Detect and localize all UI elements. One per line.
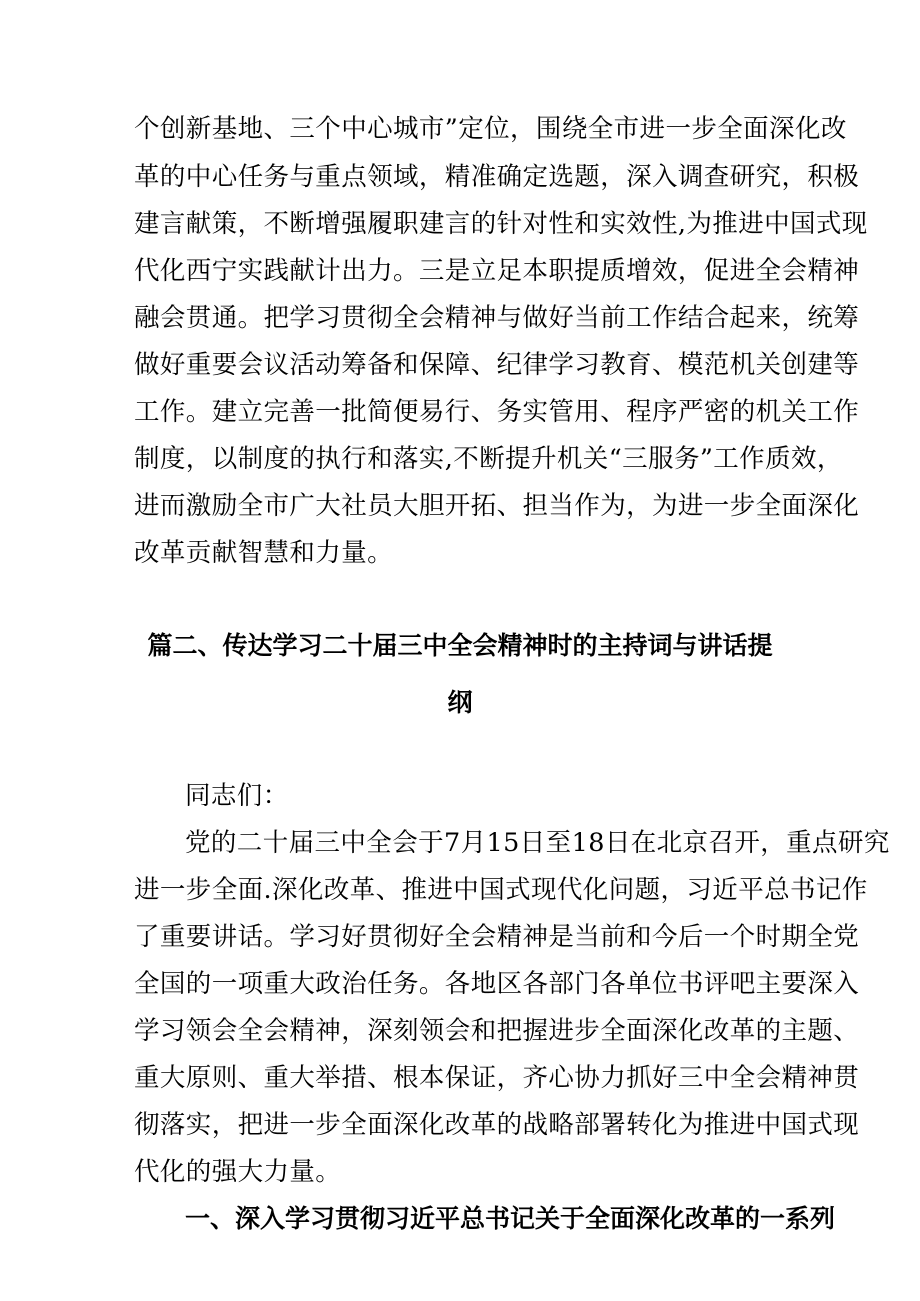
continuation-line: 工作。建立完善一批简便易行、务实管用、程序严密的机关工作 bbox=[134, 397, 860, 427]
continuation-line: 代化西宁实践献计出力。三是立足本职提质增效，促进全会精神 bbox=[134, 256, 860, 286]
continuation-line: 进而激励全市广大社员大胆开拓、担当作为，为进一步全面深化 bbox=[134, 491, 860, 521]
continuation-line: 融会贯通。把学习贯彻全会精神与做好当前工作结合起来，统筹 bbox=[134, 303, 860, 333]
continuation-line: 做好重要会议活动筹备和保障、纪律学习教育、模范机关创建等 bbox=[134, 350, 860, 380]
body-line: 全国的一项重大政治任务。各地区各部门各单位书评吧主要深入 bbox=[134, 969, 860, 999]
body-line: 了重要讲话。学习好贯彻好全会精神是当前和今后一个时期全党 bbox=[134, 922, 860, 952]
continuation-line: 制度，以制度的执行和落实,不断提升机关“三服务”工作质效， bbox=[134, 444, 843, 474]
section-heading-line2: 纲 bbox=[447, 688, 473, 717]
salutation: 同志们： bbox=[185, 781, 289, 811]
body-line: 重大原则、重大举措、根本保证，齐心协力抓好三中全会精神贯 bbox=[134, 1063, 860, 1093]
body-line: 代化的强大力量。 bbox=[134, 1157, 342, 1187]
continuation-line: 建言献策，不断增强履职建言的针对性和实效性,为推进中国式现 bbox=[134, 209, 868, 239]
section-heading-line1: 篇二、传达学习二十届三中全会精神时的主持词与讲话提 bbox=[147, 631, 773, 660]
body-line: 进一步全面.深化改革、推进中国式现代化问题，习近平总书记作 bbox=[134, 875, 868, 905]
section-title: 一、深入学习贯彻习近平总书记关于全面深化改革的一系列 bbox=[185, 1204, 836, 1233]
body-line: 学习领会全会精神，深刻领会和把握进步全面深化改革的主题、 bbox=[134, 1016, 860, 1046]
continuation-line: 改革贡献智慧和力量。 bbox=[134, 538, 394, 568]
body-line: 彻落实，把进一步全面深化改革的战略部署转化为推进中国式现 bbox=[134, 1110, 860, 1140]
continuation-line: 个创新基地、三个中心城市”定位，围绕全市进一步全面深化改 bbox=[134, 114, 847, 144]
continuation-line: 革的中心任务与重点领域，精准确定选题，深入调查研究，积极 bbox=[134, 162, 860, 192]
body-line: 党的二十届三中全会于7月15日至18日在北京召开，重点研究 bbox=[185, 828, 890, 858]
